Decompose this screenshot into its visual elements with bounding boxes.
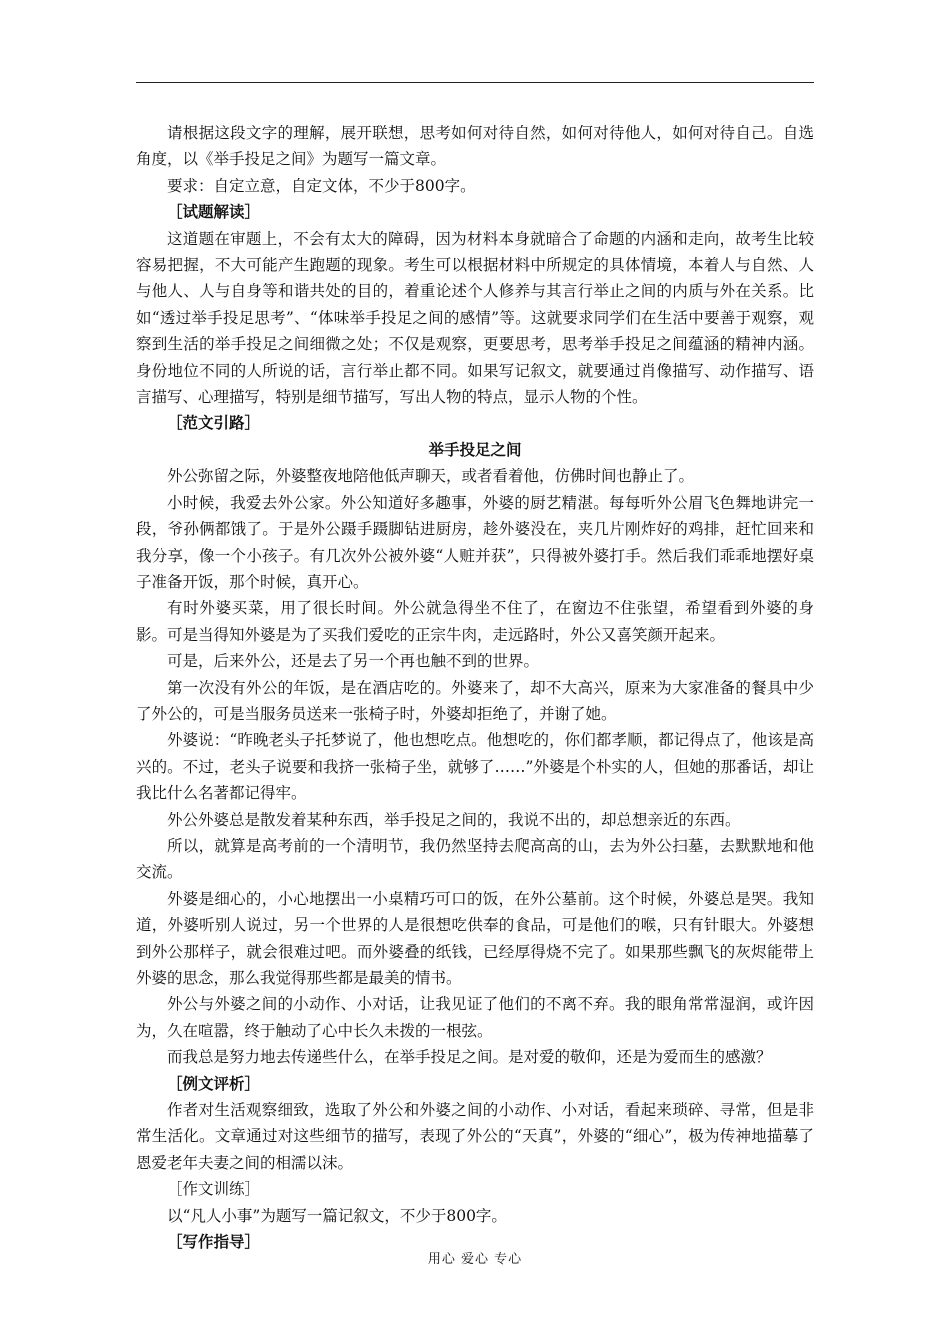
section-heading: ［作文训练］ <box>167 1180 261 1199</box>
body-paragraph: 外婆说：“昨晚老头子托梦说了，他也想吃点。他想吃的，你们都孝顺，都记得点了，他该是高兴的。不过，老头子说要和我挤一张椅子坐，就够了……”外婆是个朴实的人，但她的那番话，却让我比什么名著都记得牢。 <box>136 731 814 803</box>
section-heading: ［写作指导］ <box>167 1232 261 1252</box>
section-heading: ［范文引路］ <box>167 413 261 433</box>
body-paragraph: 而我总是努力地去传递些什么，在举手投足之间。是对爱的敬仰，还是为爱而生的感激？ <box>167 1048 772 1067</box>
body-paragraph: 外公外婆总是散发着某种东西，举手投足之间的，我说不出的，却总想亲近的东西。 <box>167 810 741 829</box>
body-paragraph: 有时外婆买菜，用了很长时间。外公就急得坐不住了，在窗边不住张望，希望看到外婆的身影。可是当得知外婆是为了买我们爱吃的正宗牛肉，走远路时，外公又喜笑颜开起来。 <box>136 599 814 644</box>
body-paragraph: 外婆是细心的，小心地摆出一小桌精巧可口的饭，在外公墓前。这个时候，外婆总是哭。我知道，外婆听别人说过，另一个世界的人是很想吃供奉的食品，可是他们的喉，只有针眼大。外婆想到外公那样子，就会很难过吧。而外婆叠的纸钱，已经厚得烧不完了。如果那些飘飞的灰烬能带上外婆的思念，那么我觉得那些都是最美的情书。 <box>136 889 814 987</box>
body-paragraph: 要求：自定立意，自定文体，不少于800字。 <box>167 176 476 195</box>
section-heading: ［试题解读］ <box>167 202 261 222</box>
essay-title: 举手投足之间 <box>428 439 522 459</box>
body-paragraph: 外公与外婆之间的小动作、小对话，让我见证了他们的不离不弃。我的眼角常常湿润，或许因为，久在喧嚣，终于触动了心中长久未拨的一根弦。 <box>136 995 814 1040</box>
page-footer: 用心 爱心 专心 <box>427 1252 523 1267</box>
body-paragraph: 第一次没有外公的年饭，是在酒店吃的。外婆来了，却不大高兴，原来为大家准备的餐具中少了外公的，可是当服务员送来一张椅子时，外婆却拒绝了，并谢了她。 <box>136 678 814 723</box>
body-paragraph: 小时候，我爱去外公家。外公知道好多趣事，外婆的厨艺精湛。每每听外公眉飞色舞地讲完一段，爷孙俩都饿了。于是外公蹑手蹑脚钻进厨房，趁外婆没在，夹几片刚炸好的鸡排，赶忙回来和我分享，像一个小孩子。有几次外公被外婆“人赃并获”，只得被外婆打手。然后我们乖乖地摆好桌子准备开饭，那个时候，真开心。 <box>136 493 814 591</box>
body-paragraph: 所以，就算是高考前的一个清明节，我仍然坚持去爬高高的山，去为外公扫墓，去默默地和他交流。 <box>136 836 814 882</box>
body-paragraph: 以“凡人小事”为题写一篇记叙文，不少于800字。 <box>167 1206 507 1225</box>
body-paragraph: 外公弥留之际，外婆整夜地陪他低声聊天，或者看着他，仿佛时间也静止了。 <box>167 467 695 486</box>
body-paragraph: 这道题在审题上，不会有太大的障碍，因为材料本身就暗合了命题的内涵和走向，故考生比较容易把握，不大可能产生跑题的现象。考生可以根据材料中所规定的具体情境，本着人与自然、人与他人、人与自身等和谐共处的目的，着重论述个人修养与其言行举止之间的内质与外在关系。比如“透过举手投足思考”、“体味举手投足之间的感情”等。这就要求同学们在生活中要善于观察，观察到生活的举手投足之间细微之处；不仅是观察，更要思考，思考举手投足之间蕴涵的精神内涵。身份地位不同的人所说的话，言行举止都不同。如果写记叙文，就要通过肖像描写、动作描写、语言描写、心理描写，特别是细节描写，写出人物的特点，显示人物的个性。 <box>136 229 814 407</box>
header-rule <box>136 82 814 83</box>
body-paragraph: 作者对生活观察细致，选取了外公和外婆之间的小动作、小对话，看起来琐碎、寻常，但是非常生活化。文章通过对这些细节的描写，表现了外公的“天真”，外婆的“细心”，极为传神地描摹了恩爱老年夫妻之间的相濡以沫。 <box>136 1101 814 1172</box>
body-paragraph: 可是，后来外公，还是去了另一个再也触不到的世界。 <box>167 652 540 671</box>
body-paragraph: 请根据这段文字的理解，展开联想，思考如何对待自然，如何对待他人，如何对待自己。自选角度，以《举手投足之间》为题写一篇文章。 <box>136 124 814 169</box>
section-heading: ［例文评析］ <box>167 1073 261 1093</box>
document-body <box>136 120 814 1255</box>
